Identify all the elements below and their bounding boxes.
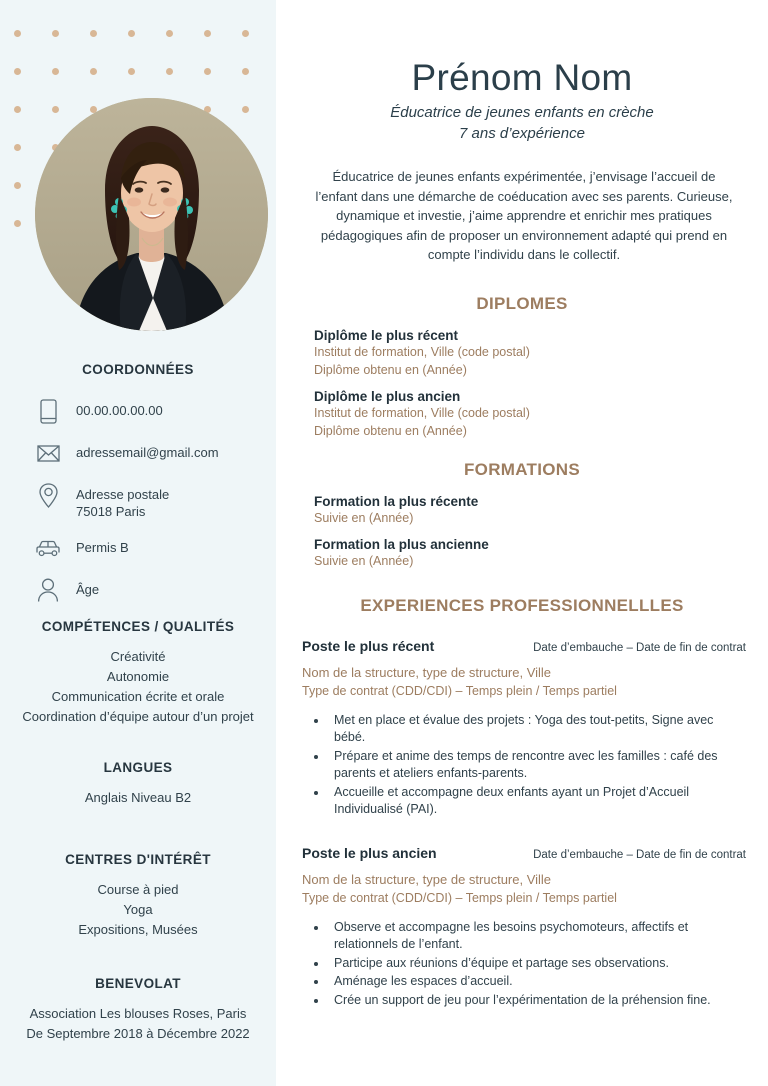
contact-row[interactable] [34,439,276,467]
diplomas-heading: DIPLOMES [476,293,568,313]
diploma-entry-line1: Institut de formation, Ville (code postal) [314,344,530,359]
contact-row[interactable] [34,481,276,520]
job-title: Poste le plus ancien [302,844,437,861]
job-header [276,845,768,861]
contact-value: adressemail@gmail.com [76,445,219,460]
contact-section [0,362,276,618]
person-icon [34,576,62,604]
decorative-dot [90,68,97,75]
decorative-dot [242,68,249,75]
candidate-name: Prénom Nom [411,57,633,98]
contact-row[interactable] [34,576,276,604]
decorative-dot [128,68,135,75]
job-bullet: Aménage les espaces d’accueil. [312,973,742,991]
skill-item: Créativité [110,649,166,664]
volunteering-item: Association Les blouses Roses, Paris [29,1006,247,1021]
decorative-dot [14,144,21,151]
interests-section [0,852,276,940]
diploma-entry-title: Diplôme le plus ancien [314,388,461,404]
decorative-dot [14,220,21,227]
job-bullet: Accueille et accompagne deux enfants ayant un Projet d’Accueil Individualisé (PAI). [312,784,742,819]
language-item: Anglais Niveau B2 [84,790,192,805]
contact-value: Permis B [76,540,129,555]
interest-item: Yoga [123,902,153,917]
job-bullet: Observe et accompagne les besoins psychomoteurs, affectifs et relationnels de l’enfant. [312,919,742,954]
contact-value: Adresse postale 75018 Paris [76,487,170,519]
diploma-entry-line2: Diplôme obtenu en (Année) [314,362,467,377]
interest-item: Expositions, Musées [78,922,198,937]
training-entry [276,537,768,570]
decorative-dot [242,106,249,113]
contact-row[interactable] [34,397,276,425]
car-icon [34,534,62,562]
job-bullet-list [276,712,768,819]
decorative-dot [204,68,211,75]
job-contract: Type de contrat (CDD/CDI) – Temps plein / Temps partiel [302,683,617,698]
job-title: Poste le plus récent [302,637,435,654]
profile-summary: Éducatrice de jeunes enfants expérimentée, j’envisage l’accueil de l’enfant dans une démarche de coéducation avec ses parents. Curieuse, dynamique et investie, j’aime apprendre et enrichir mes pratiques pédagogiques afin de proposer un environnement adapté qui prend en compte l’individu dans le collectif. [315,169,733,262]
skill-item: Coordination d’équipe autour d’un projet [22,709,254,724]
skill-item: Communication écrite et orale [51,689,225,704]
experiences-section [276,596,768,1010]
job-meta [276,870,768,908]
job-header [276,638,768,654]
job-organisation: Nom de la structure, type de structure, Ville [302,664,552,680]
diploma-entry [276,328,768,379]
training-entry-line1: Suivie en (Année) [314,510,414,525]
diploma-entry-title: Diplôme le plus récent [314,327,459,343]
job-meta [276,663,768,701]
contact-value: 00.00.00.00.00 [76,403,163,418]
volunteering-heading: BENEVOLAT [95,976,181,991]
decorative-dot [204,30,211,37]
skills-section [0,619,276,727]
diplomas-section [276,294,768,440]
experiences-heading: EXPERIENCES PROFESSIONNELLLES [360,595,684,615]
interest-item: Course à pied [97,882,179,897]
sidebar [0,0,276,1086]
job-dates: Date d’embauche – Date de fin de contrat [533,848,746,861]
decorative-dot [52,68,59,75]
job-bullet: Crée un support de jeu pour l’expérimentation de la préhension fine. [312,992,742,1010]
job-entry [276,638,768,819]
job-organisation: Nom de la structure, type de structure, Ville [302,871,552,887]
diploma-entry-line2: Diplôme obtenu en (Année) [314,423,467,438]
diploma-entry-line1: Institut de formation, Ville (code postal) [314,405,530,420]
job-bullet-list [276,919,768,1010]
trainings-section [276,460,768,570]
training-entry-line1: Suivie en (Année) [314,553,414,568]
decorative-dot [14,182,21,189]
training-entry-title: Formation la plus récente [314,493,479,509]
interests-heading: CENTRES D'INTÉRÊT [65,852,211,867]
decorative-dot [52,106,59,113]
skills-heading: COMPÉTENCES / QUALITÉS [41,619,235,634]
diploma-entry [276,389,768,440]
profile-photo [35,98,268,331]
job-bullet: Prépare et anime des temps de rencontre avec les familles : café des parents et ateliers enfants-parents. [312,748,742,783]
training-entry-title: Formation la plus ancienne [314,536,489,552]
candidate-job-title: Éducatrice de jeunes enfants en crèche [390,104,654,121]
skill-item: Autonomie [106,669,170,684]
job-contract: Type de contrat (CDD/CDI) – Temps plein / Temps partiel [302,890,617,905]
decorative-dot [14,30,21,37]
envelope-icon [34,439,62,467]
training-entry [276,494,768,527]
languages-heading: LANGUES [103,760,173,775]
decorative-dot [14,68,21,75]
decorative-dot [52,30,59,37]
decorative-dot [90,30,97,37]
trainings-heading: FORMATIONS [463,459,580,479]
decorative-dot [166,30,173,37]
volunteering-section [0,976,276,1044]
job-bullet: Met en place et évalue des projets : Yoga des tout-petits, Signe avec bébé. [312,712,742,747]
job-bullet: Participe aux réunions d’équipe et partage ses observations. [312,955,742,973]
decorative-dot [128,30,135,37]
decorative-dot [242,30,249,37]
languages-section [0,760,276,808]
job-dates: Date d’embauche – Date de fin de contrat [533,641,746,654]
volunteering-item: De Septembre 2018 à Décembre 2022 [26,1026,250,1041]
decorative-dot [14,106,21,113]
phone-icon [34,397,62,425]
map-pin-icon [34,481,62,509]
contact-heading: COORDONNÉES [82,362,194,377]
contact-value: Âge [76,582,100,597]
decorative-dot [166,68,173,75]
main-column [276,0,768,1086]
contact-row[interactable] [34,534,276,562]
candidate-experience: 7 ans d’expérience [459,125,585,142]
job-entry [276,845,768,1010]
